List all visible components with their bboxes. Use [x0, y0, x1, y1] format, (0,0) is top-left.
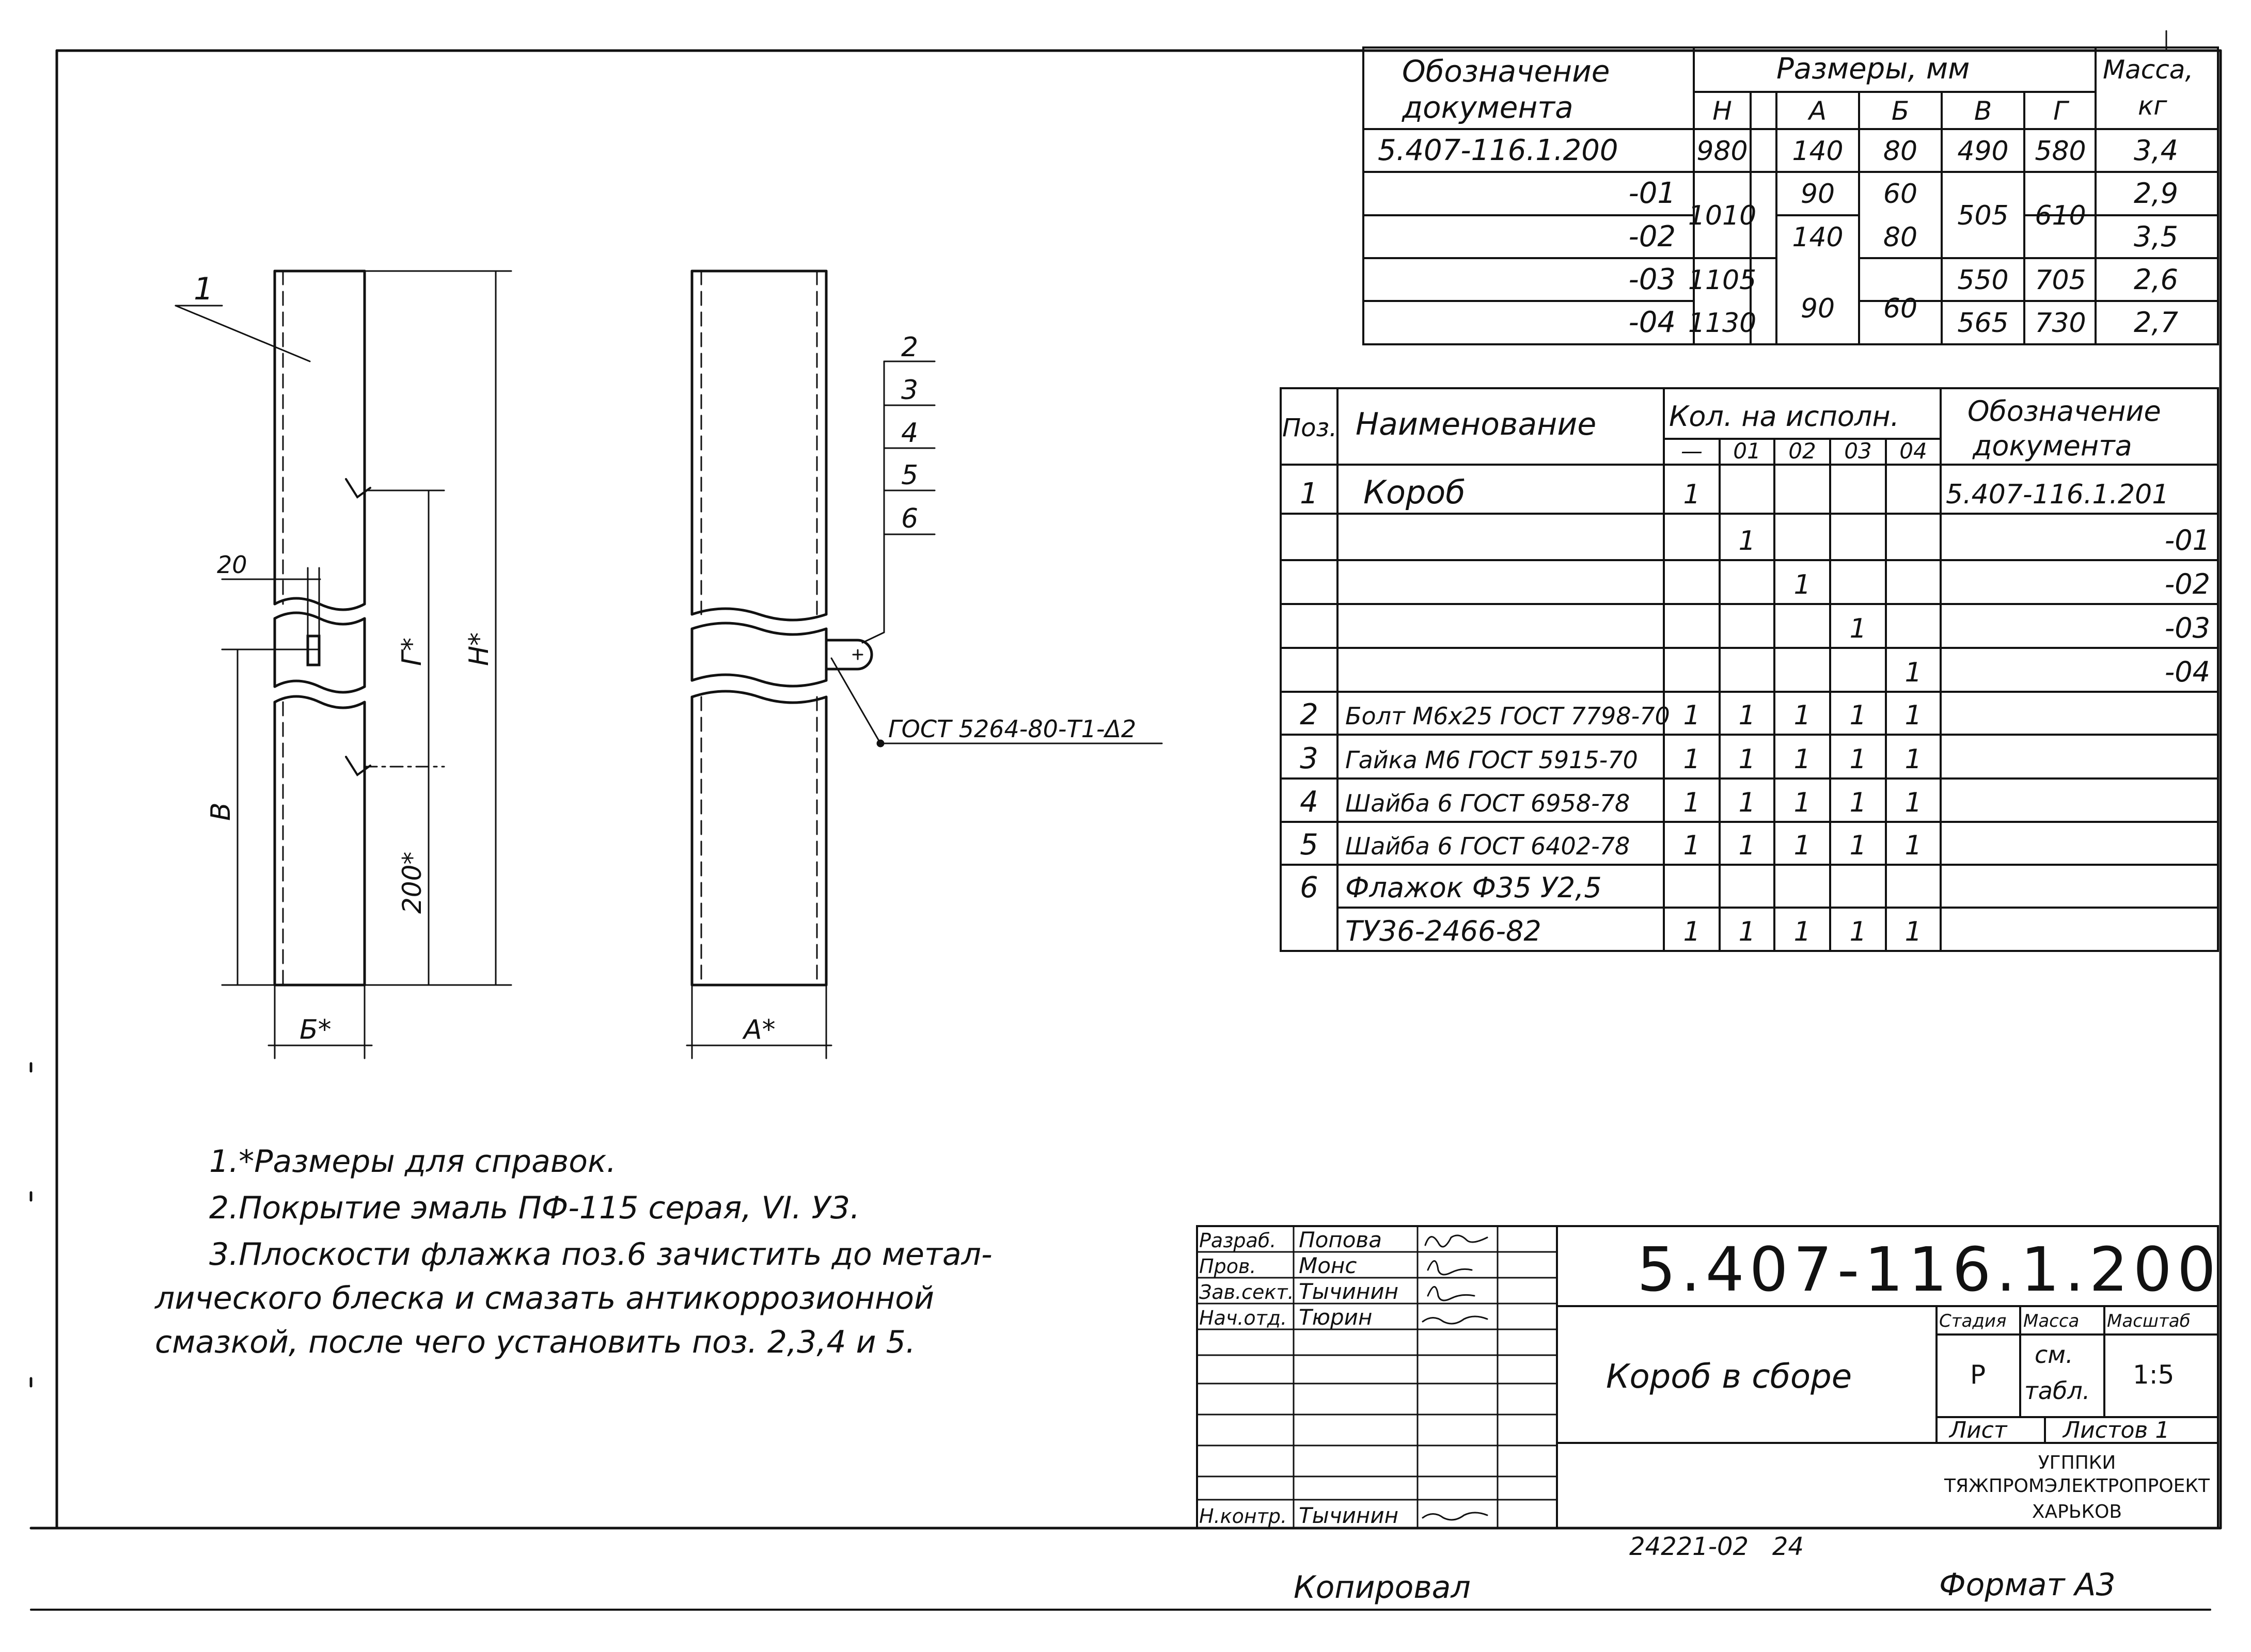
sizes-row-value: 580 — [2035, 136, 2086, 167]
dim-label-V: В — [206, 802, 237, 821]
note-2: 2.Покрытие эмаль ПФ-115 серая, VI. У3. — [209, 1190, 860, 1226]
sizes-row-value: 80 — [1883, 222, 1918, 253]
spec-row-name: ТУ36-2466-82 — [1345, 915, 1541, 947]
org-line-1: УГППКИ — [2038, 1452, 2116, 1473]
sizes-col-header: В — [1974, 96, 1992, 126]
spec-qty-col-header: 02 — [1788, 438, 1816, 464]
sizes-row-value: 80 — [1883, 136, 1918, 167]
note-3-cont-2: смазкой, после чего установить поз. 2,3,4 и 5. — [155, 1324, 916, 1360]
dimension-lines-left — [176, 271, 511, 1058]
spec-row-qty: 1 — [1793, 787, 1811, 818]
spec-row-qty: 1 — [1904, 744, 1922, 775]
title-block-role-label: Пров. — [1199, 1255, 1256, 1278]
spec-row-pos: 3 — [1300, 742, 1318, 775]
note-1: 1.*Размеры для справок. — [209, 1143, 617, 1180]
spec-row-pos: 4 — [1300, 785, 1318, 819]
title-block-roles — [1199, 1227, 1398, 1528]
callout-6: 6 — [901, 503, 919, 534]
spec-row-pos: 2 — [1300, 698, 1318, 732]
spec-row-qty: 1 — [1738, 700, 1756, 731]
sizes-row-value: 705 — [2035, 265, 2086, 296]
spec-row-qty: 1 — [1904, 700, 1922, 731]
sizes-row-value: 1105 — [1688, 265, 1757, 296]
sizes-row-value: 90 — [1800, 293, 1835, 324]
footer-copied: Копировал — [1294, 1569, 1471, 1606]
spec-row-qty: 1 — [1904, 787, 1922, 818]
footer-format: Формат А3 — [1939, 1567, 2116, 1603]
strip-view-right — [692, 271, 872, 985]
sizes-row-doc: -01 — [1628, 177, 1676, 210]
spec-row-qty: 1 — [1738, 916, 1756, 947]
spec-row-pos: 6 — [1300, 871, 1318, 904]
sizes-row-mass: 2,6 — [2134, 263, 2178, 296]
sizes-row-value: 610 — [2035, 200, 2086, 231]
spec-row-qty: 1 — [1849, 787, 1867, 818]
org-line-3: ХАРЬКОВ — [2032, 1501, 2122, 1522]
sizes-row-mass: 2,9 — [2134, 177, 2178, 210]
mass-value-l1: см. — [2035, 1341, 2073, 1369]
sizes-row-mass: 3,5 — [2134, 220, 2178, 253]
dim-label-B: Б* — [300, 1014, 332, 1045]
sizes-col-header: Н — [1712, 96, 1732, 126]
title-block-role-name: Попова — [1299, 1227, 1382, 1252]
spec-row-qty: 1 — [1793, 569, 1811, 600]
sizes-row-doc: -04 — [1628, 306, 1676, 339]
callout-4: 4 — [901, 418, 919, 449]
spec-row-qty: 1 — [1904, 830, 1922, 861]
sizes-row-value: 565 — [1957, 308, 2009, 339]
spec-row-name: Гайка М6 ГОСТ 5915-70 — [1345, 746, 1638, 774]
callout-5: 5 — [901, 460, 919, 491]
sizes-row-doc: -03 — [1628, 263, 1676, 296]
mass-label: Масса — [2023, 1311, 2080, 1331]
sizes-row-value: 1010 — [1688, 200, 1757, 231]
note-3-cont-1: лического блеска и смазать антикоррозионной — [155, 1280, 934, 1316]
dim-label-A: А* — [744, 1014, 776, 1045]
sizes-row-value: 60 — [1883, 293, 1918, 324]
sizes-row-value: 1130 — [1688, 308, 1757, 339]
spec-row-qty: 1 — [1793, 916, 1811, 947]
spec-row-name: Флажок Ф35 У2,5 — [1345, 871, 1602, 904]
spec-row-qty: 1 — [1683, 744, 1701, 775]
spec-row-name: Шайба 6 ГОСТ 6402-78 — [1345, 832, 1630, 860]
title-block-role-label: Разраб. — [1199, 1229, 1277, 1252]
sizes-row-value: 730 — [2035, 308, 2086, 339]
org-line-2: ТЯЖПРОМЭЛЕКТРОПРОЕКТ — [1944, 1475, 2210, 1497]
dim-label-20: 20 — [217, 551, 247, 579]
spec-qty-col-header: — — [1681, 438, 1703, 464]
sizes-row-doc: -02 — [1628, 220, 1676, 253]
spec-row-qty: 1 — [1738, 830, 1756, 861]
spec-row-doc: -01 — [2164, 524, 2210, 557]
spec-row-qty: 1 — [1683, 916, 1701, 947]
spec-qty-col-header: 01 — [1733, 438, 1761, 464]
spec-row-qty: 1 — [1793, 700, 1811, 731]
spec-row-qty: 1 — [1904, 916, 1922, 947]
title-block-role-name: Тычинин — [1299, 1279, 1399, 1304]
sizes-col-header: Б — [1891, 96, 1910, 126]
footer-number: 24221-02 24 — [1629, 1532, 1804, 1561]
sizes-row-doc: 5.407-116.1.200 — [1378, 134, 1618, 167]
scale-label: Масштаб — [2107, 1311, 2191, 1331]
spec-row-qty: 1 — [1683, 700, 1701, 731]
sizes-col-header: Г — [2053, 96, 2068, 126]
sizes-header-sizes: Размеры, мм — [1776, 52, 1970, 86]
weld-note: ГОСТ 5264-80-Т1-Δ2 — [888, 715, 1137, 743]
title-block-role-label: Н.контр. — [1199, 1505, 1287, 1528]
sizes-table-rows — [1378, 96, 2178, 339]
spec-qty-columns — [1681, 438, 1927, 464]
strip-view-left — [275, 271, 370, 985]
sizes-row-value: 505 — [1957, 200, 2009, 231]
spec-row-doc: -03 — [2164, 612, 2210, 644]
spec-header-qty: Кол. на исполн. — [1669, 400, 1899, 433]
sizes-row-value: 980 — [1696, 136, 1748, 167]
spec-row-doc: -04 — [2164, 656, 2210, 688]
spec-row-qty: 1 — [1738, 744, 1756, 775]
spec-qty-col-header: 03 — [1844, 438, 1872, 464]
spec-table-grid — [1281, 388, 2218, 951]
spec-header-doc-1: Обозначение — [1967, 395, 2161, 427]
mass-value-l2: табл. — [2024, 1377, 2090, 1405]
sizes-row-value: 490 — [1957, 136, 2009, 167]
spec-header-pos: Поз. — [1282, 414, 1337, 442]
callout-3: 3 — [901, 375, 919, 406]
spec-row-qty: 1 — [1849, 744, 1867, 775]
dim-label-G: Г* — [397, 638, 428, 666]
sizes-row-value: 60 — [1883, 179, 1918, 210]
sizes-header-doc-2: документа — [1402, 90, 1573, 125]
sheet-frame — [31, 31, 2221, 1610]
title-block-role-name: Тычинин — [1299, 1503, 1399, 1528]
sizes-row-value: 140 — [1792, 136, 1844, 167]
spec-row-qty: 1 — [1738, 526, 1756, 557]
spec-row-qty: 1 — [1849, 830, 1867, 861]
title-block-role-name: Тюрин — [1299, 1305, 1373, 1330]
spec-row-name: Болт М6х25 ГОСТ 7798-70 — [1345, 702, 1670, 730]
spec-header-name: Наименование — [1356, 406, 1597, 442]
sizes-row-value: 140 — [1792, 222, 1844, 253]
title-block-code: 5.407-116.1.200 — [1637, 1234, 2221, 1305]
sizes-row-mass: 3,4 — [2134, 134, 2178, 167]
stage-value: Р — [1970, 1360, 1986, 1390]
spec-qty-col-header: 04 — [1899, 438, 1927, 464]
note-3: 3.Плоскости флажка поз.6 зачистить до метал- — [209, 1236, 993, 1273]
title-block-role-label: Зав.сект. — [1199, 1281, 1294, 1304]
spec-table-rows — [1300, 473, 2210, 947]
spec-row-qty: 1 — [1683, 479, 1701, 510]
spec-row-qty: 1 — [1793, 744, 1811, 775]
dim-label-200: 200* — [397, 851, 427, 914]
spec-row-pos: 5 — [1300, 828, 1318, 862]
spec-row-qty: 1 — [1904, 657, 1922, 688]
spec-row-name: Короб — [1363, 473, 1466, 511]
sizes-row-mass: 2,7 — [2134, 306, 2178, 339]
sheets-label: Листов 1 — [2063, 1417, 2170, 1443]
spec-row-qty: 1 — [1738, 787, 1756, 818]
spec-row-doc: 5.407-116.1.201 — [1946, 479, 2169, 510]
callout-2: 2 — [901, 332, 919, 363]
dimension-lines-right — [687, 361, 1162, 1058]
spec-row-doc: -02 — [2164, 568, 2210, 600]
spec-row-qty: 1 — [1683, 830, 1701, 861]
spec-row-qty: 1 — [1683, 787, 1701, 818]
sizes-header-doc-1: Обозначение — [1402, 54, 1610, 89]
sheet-label: Лист — [1949, 1417, 2007, 1443]
scale-value: 1:5 — [2133, 1360, 2175, 1390]
spec-row-qty: 1 — [1849, 916, 1867, 947]
spec-header-doc-2: документа — [1973, 430, 2132, 462]
stage-label: Стадия — [1939, 1311, 2007, 1331]
spec-row-qty: 1 — [1849, 613, 1867, 644]
sizes-row-value: 90 — [1800, 179, 1835, 210]
title-block-title: Короб в сборе — [1606, 1358, 1852, 1396]
pos-label-1: 1 — [194, 271, 214, 307]
sizes-row-value: 550 — [1957, 265, 2009, 296]
spec-row-qty: 1 — [1793, 830, 1811, 861]
dim-label-H: Н* — [464, 632, 495, 666]
sizes-col-header: А — [1808, 96, 1827, 126]
title-block-role-name: Монс — [1299, 1253, 1357, 1278]
spec-row-qty: 1 — [1849, 700, 1867, 731]
sizes-header-mass-2: кг — [2138, 91, 2167, 121]
sizes-header-mass-1: Масса, — [2103, 55, 2194, 85]
spec-row-name: Шайба 6 ГОСТ 6958-78 — [1345, 789, 1630, 817]
title-block-role-label: Нач.отд. — [1199, 1307, 1287, 1329]
spec-row-pos: 1 — [1300, 477, 1318, 511]
